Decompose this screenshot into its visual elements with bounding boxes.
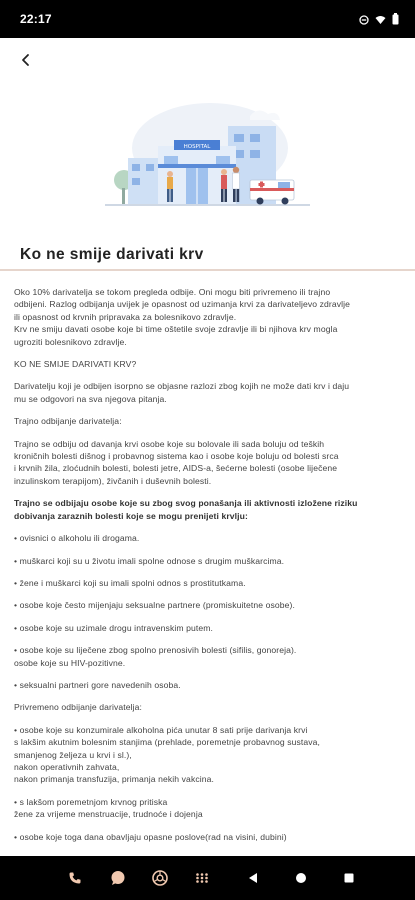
who-text-line: mu se odgovori na sva njegova pitanja. — [14, 393, 167, 404]
hospital-illustration — [100, 98, 315, 218]
list-item: • osobe koje su uzimale drogu intravenskim putem. — [14, 622, 213, 633]
list-item: • osobe koje toga dana obavljaju opasne poslove(rad na visini, dubini) — [14, 831, 287, 842]
phone-icon — [68, 871, 82, 885]
list-item-continued: smanjenog željeza u krvi i sl.), — [14, 749, 132, 760]
app-drawer-button[interactable] — [192, 868, 212, 888]
battery-icon — [392, 12, 399, 30]
list-item: • seksualni partneri gore navedenih osoba. — [14, 679, 181, 690]
list-item-continued: nakon primanja transfuzija, primanja nekih vakcina. — [14, 774, 214, 785]
intro-paragraph — [14, 286, 402, 348]
list-item-continued: osobe koje su HIV-pozitivne. — [14, 657, 126, 668]
title-divider — [0, 269, 415, 271]
behavior-heading-line: dobivanja zaraznih bolesti koje se mogu prenijeti krvlju: — [14, 510, 248, 521]
back-triangle-icon — [247, 872, 259, 884]
messages-app-button[interactable] — [108, 868, 128, 888]
list-item-continued: nakon operativnih zahvata, — [14, 761, 120, 772]
permanent-text-line: Trajno se odbiju od davanja krvi osobe koje su bolovale ili sada boluju od teških — [14, 438, 325, 449]
apps-icon — [195, 871, 209, 885]
chrome-app-button[interactable] — [150, 868, 170, 888]
chrome-icon — [152, 870, 168, 886]
list-item: • s lakšom poremetnjom krvnog pritiska — [14, 796, 168, 807]
intro-line: Krv ne smiju davati osobe koje bi time oštetile svoje zdravlje ili bi njihova krv mogla — [14, 324, 338, 335]
article-body — [14, 286, 402, 843]
list-item: • osobe koje su liječene zbog spolno prenosivih bolesti (sifilis, gonoreja). — [14, 645, 297, 656]
list-item: • ovisnici o alkoholu ili drogama. — [14, 533, 140, 544]
list-item: • osobe koje često mijenjaju seksualne partnere (promiskuitetne osobe). — [14, 600, 295, 611]
hospital-sign: HOSPITAL — [183, 144, 211, 150]
list-item-continued: s lakšim akutnim bolesnim stanjima (prehlade, poremetnje probavnog sustava, — [14, 737, 321, 748]
status-bar — [0, 0, 415, 38]
intro-line: Oko 10% darivatelja se tokom pregleda odbije. Oni mogu biti privremeno ili trajno — [14, 287, 331, 297]
system-back-button[interactable] — [243, 868, 263, 888]
temporary-heading: Privremeno odbijanje darivatelja: — [14, 702, 142, 713]
behavior-heading-line: Trajno se odbijaju osobe koje su zbog svog ponašanja ili aktivnosti izložene riziku — [14, 498, 358, 509]
permanent-text-line: kroničnih bolesti dišnog i probavnog sistema kao i osobe koje boluju od bolesti srca — [14, 451, 339, 462]
arrow-left-icon — [19, 53, 33, 67]
status-time: 22:17 — [20, 12, 52, 26]
permanent-heading: Trajno odbijanje darivatelja: — [14, 416, 122, 427]
list-item: • muškarci koji su u životu imali spolne odnose s drugim muškarcima. — [14, 555, 285, 566]
list-item-continued: žene za vrijeme menstruacije, trudnoće i dojenja — [14, 809, 203, 820]
phone-app-button[interactable] — [65, 868, 85, 888]
permanent-text-line: i krvnih žila, zloćudnih bolesti, bolesti jetre, AIDS-a, šećerne bolesti (osobe liječene — [14, 463, 338, 474]
back-button[interactable] — [12, 46, 40, 74]
section-who-heading: KO NE SMIJE DARIVATI KRV? — [14, 359, 137, 370]
intro-line: ili opasnost od krvnih pripravaka za bolesnikovo zdravlje. — [14, 311, 237, 322]
recents-square-icon — [343, 872, 355, 884]
system-recents-button[interactable] — [339, 868, 359, 888]
wifi-icon — [375, 12, 386, 30]
dnd-icon — [359, 12, 369, 30]
system-home-button[interactable] — [291, 868, 311, 888]
list-item: • žene i muškarci koji su imali spolni odnos s prostitutkama. — [14, 577, 246, 588]
page-title: Ko ne smije darivati krv — [20, 246, 204, 263]
chat-icon — [110, 870, 126, 886]
intro-line: odbijeni. Razlog odbijanja uvijek je opasnost od uzimanja krvi za darivateljevo zdravlje — [14, 299, 351, 310]
status-icons — [359, 12, 399, 30]
permanent-text-line: inzulinskom terapijom), živčanih i duševnih bolesti. — [14, 475, 212, 486]
navigation-bar — [0, 856, 415, 900]
list-item: • osobe koje su konzumirale alkoholna pića unutar 8 sati prije darivanja krvi — [14, 724, 308, 735]
home-circle-icon — [295, 872, 307, 884]
article-screen — [0, 38, 415, 856]
intro-line: ugroziti bolesnikovo zdravlje. — [14, 336, 127, 347]
who-text-line: Darivatelju koji je odbijen isorpno se objasne razlozi zbog kojih ne može dati krv i daju — [14, 381, 350, 392]
